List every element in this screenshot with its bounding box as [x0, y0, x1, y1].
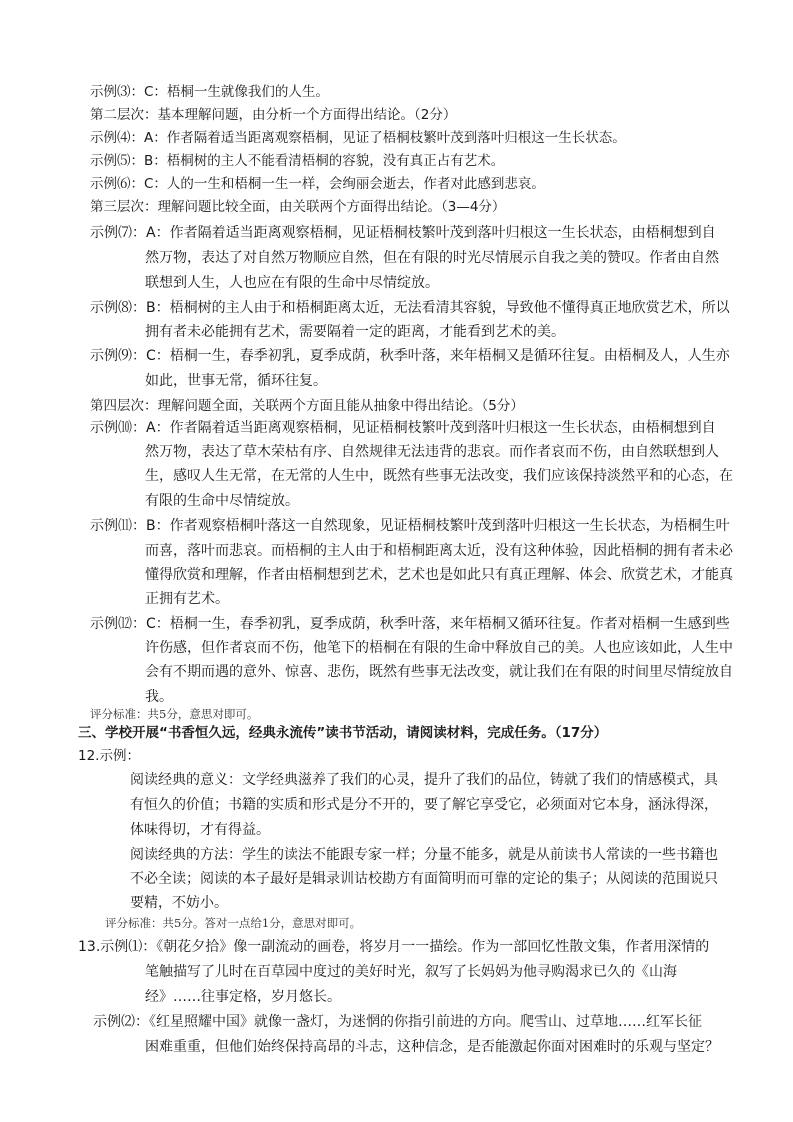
q12-meaning-cont: 有恒久的价值；书籍的实质和形式是分不开的，要了解它享受它，必须面对它本身，涵泳得深， [130, 797, 718, 813]
scoring-note-2: 评分标准：共5分。答对一点给1分，意思对即可。 [105, 916, 362, 930]
example-7-cont: 然万物，表达了对自然万物顺应自然，但在有限的时光尽情展示自我之美的赞叹。作者由自然 [145, 250, 719, 266]
example-3: 示例⑶：C：梧桐一生就像我们的人生。 [90, 84, 329, 100]
q12-method: 阅读经典的方法：学生的读法不能跟专家一样；分量不能多，就是从前读书人常读的一些书籍也 [130, 847, 718, 863]
example-11: 示例⑾：B：作者观察梧桐叶落这一自然现象，见证梧桐枝繁叶茂到落叶归根这一生长状态，为梧桐生叶 [90, 518, 730, 534]
example-4: 示例⑷：A：作者隔着适当距离观察梧桐，见证了梧桐枝繁叶茂到落叶归根这一生长状态。 [90, 130, 626, 146]
example-12: 示例⑿：C：梧桐一生，春季初乳，夏季成荫，秋季叶落，来年梧桐又循环往复。作者对梧桐一生感到些 [90, 616, 730, 632]
q13-example-1-cont: 经》……往事定格，岁月悠长。 [145, 989, 341, 1005]
level-2-heading: 第二层次：基本理解问题，由分析一个方面得出结论。（2分） [90, 107, 457, 123]
q12-meaning-cont: 体味得切，才有得益。 [130, 822, 270, 838]
example-8-cont: 拥有者未必能拥有艺术，需要隔着一定的距离，才能看到艺术的美。 [145, 324, 565, 340]
level-3-heading: 第三层次：理解问题比较全面，由关联两个方面得出结论。（3—4分） [90, 199, 506, 215]
q12-meaning: 阅读经典的意义：文学经典滋养了我们的心灵，提升了我们的品位，铸就了我们的情感模式，具 [130, 772, 718, 788]
example-10-cont: 有限的生命中尽情绽放。 [145, 493, 299, 509]
example-12-cont: 我。 [145, 689, 173, 705]
example-10-cont: 然万物，表达了草木荣枯有序、自然规律无法违背的悲哀。而作者哀而不伤，由自然联想到人 [145, 444, 719, 460]
q13-example-1: 13.示例⑴：《朝花夕拾》像一副流动的画卷，将岁月一一描绘。作为一部回忆性散文集，作者用深情的 [78, 939, 710, 955]
q13-example-2: 示例⑵：《红星照耀中国》就像一盏灯，为迷惘的你指引前进的方向。爬雪山、过草地……红军长征 [93, 1014, 702, 1030]
example-7: 示例⑺：A：作者隔着适当距离观察梧桐，见证梧桐枝繁叶茂到落叶归根这一生长状态，由梧桐想到自 [90, 225, 716, 241]
section-3-heading: 三、学校开展“书香恒久远，经典永流传”读书节活动，请阅读材料，完成任务。（17分） [78, 725, 608, 741]
example-12-cont: 许伤感，但作者哀而不伤，他笔下的梧桐在有限的生命中释放自己的美。人也应该如此，人生中 [145, 640, 733, 656]
q12-method-cont: 不必全读；阅读的本子最好是辑录训诂校勘方有面简明而可靠的定论的集子；从阅读的范围说只 [130, 871, 718, 887]
example-5: 示例⑸：B：梧桐树的主人不能看清梧桐的容貌，没有真正占有艺术。 [90, 153, 505, 169]
example-6: 示例⑹：C：人的一生和梧桐一生一样，会绚丽会逝去，作者对此感到悲哀。 [90, 176, 545, 192]
q13-example-2-cont: 困难重重，但他们始终保持高昂的斗志，这种信念，是否能激起你面对困难时的乐观与坚定？ [145, 1039, 719, 1055]
example-11-cont: 懂得欣赏和理解，作者由梧桐想到艺术，艺术也是如此只有真正理解、体会、欣赏艺术，才能真 [145, 567, 733, 583]
example-10: 示例⑽：A：作者隔着适当距离观察梧桐，见证梧桐枝繁叶茂到落叶归根这一生长状态，由梧桐想到自 [90, 420, 716, 436]
level-4-heading: 第四层次：理解问题全面，关联两个方面且能从抽象中得出结论。（5分） [90, 398, 524, 414]
example-7-cont: 联想到人生，人也应在有限的生命中尽情绽放。 [145, 275, 439, 291]
q12-method-cont: 要精，不妨小。 [130, 895, 228, 911]
scoring-note-1: 评分标准：共5分，意思对即可。 [90, 707, 259, 721]
example-8: 示例⑻：B：梧桐树的主人由于和梧桐距离太近，无法看清其容貌，导致他不懂得真正地欣赏艺术，所以 [90, 300, 730, 316]
example-12-cont: 会有不期而遇的意外、惊喜、悲伤，既然有些事无法改变，就让我们在有限的时间里尽情绽放自 [145, 664, 733, 680]
q13-example-1-cont: 笔触描写了儿时在百草园中度过的美好时光，叙写了长妈妈为他寻购渴求已久的《山海 [145, 964, 677, 980]
example-11-cont: 正拥有艺术。 [145, 591, 229, 607]
example-11-cont: 而喜，落叶而悲哀。而梧桐的主人由于和梧桐距离太近，没有这种体验，因此梧桐的拥有者未必 [145, 543, 733, 559]
example-10-cont: 生，感叹人生无常，在无常的人生中，既然有些事无法改变，我们应该保持淡然平和的心态，在 [145, 468, 733, 484]
example-9-cont: 如此，世事无常，循环往复。 [145, 373, 327, 389]
q12-label: 12.示例： [78, 748, 140, 764]
example-9: 示例⑼：C：梧桐一生，春季初乳，夏季成荫，秋季叶落，来年梧桐又是循环往复。由梧桐及人，人生亦 [90, 348, 730, 364]
